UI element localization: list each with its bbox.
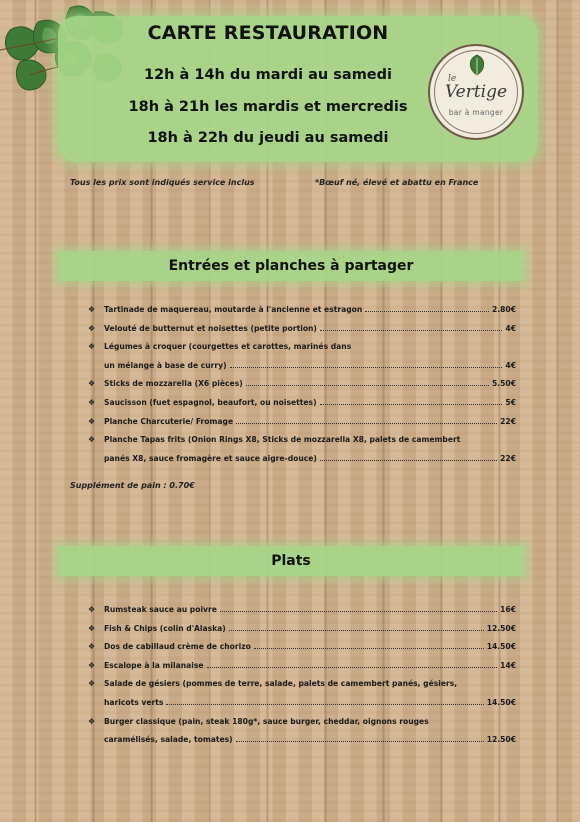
menu-item-name: Planche Charcuterie/ Fromage [104, 416, 234, 426]
menu-item-price: 14.50€ [486, 642, 516, 652]
menu-item-line [104, 454, 516, 463]
menu-item-line [104, 624, 516, 633]
dot-leader [166, 698, 483, 705]
menu-item-price: 4€ [505, 360, 516, 370]
menu-item-name: Fish & Chips (colin d'Alaska) [104, 623, 226, 633]
bullet-icon: ❖ [88, 660, 96, 670]
bullet-icon: ❖ [88, 435, 96, 445]
menu-item-name: panés X8, sauce fromagère et sauce aigre-douce) [104, 453, 317, 463]
menu-item-line [104, 324, 516, 333]
bullet-icon: ❖ [88, 623, 96, 633]
menu-item-price: 5€ [505, 398, 516, 407]
hours-line-1: 12h à 14h du mardi au samedi [144, 67, 392, 83]
menu-item-name: Planche Tapas frits (Onion Rings X8, Sticks de mozzarella X8, palets de camembert [104, 435, 461, 445]
hours-line-3: 18h à 22h du jeudi au samedi [147, 130, 389, 146]
menu-item-line [104, 717, 516, 726]
dot-leader [246, 379, 489, 386]
restaurant-logo [428, 44, 524, 140]
dot-leader [365, 305, 489, 312]
dot-leader [254, 642, 484, 649]
menu-item-line [104, 305, 516, 314]
menu-item-line [104, 735, 516, 744]
logo-subtitle: bar à manger [448, 108, 504, 117]
section-title-mains: Plats [271, 553, 311, 569]
menu-item-line [104, 679, 516, 688]
menu-item-name: Sticks de mozzarella (X6 pièces) [104, 379, 243, 389]
menu-item-price: 5.50€ [491, 379, 516, 389]
bullet-icon: ❖ [88, 323, 96, 333]
menu-item-price: 22€ [500, 453, 516, 463]
menu-item-price: 22€ [500, 416, 516, 426]
menu-item-name: caramélisés, salade, tomates) [104, 735, 233, 745]
menu-item-price: 12.50€ [486, 735, 516, 745]
menu-item-name: Tartinade de maquereau, moutarde à l'ancienne et estragon [104, 305, 363, 314]
dot-leader [230, 361, 503, 368]
menu-item-name: Burger classique (pain, steak 180g*, sauce burger, cheddar, oignons rouges [104, 716, 429, 726]
dot-leader [220, 605, 497, 612]
dot-leader [236, 735, 484, 742]
menu-item-name: Légumes à croquer (courgettes et carottes, marinés dans [104, 342, 352, 352]
menu-item-name: Dos de cabillaud crème de chorizo [104, 642, 251, 652]
beef-origin-note: *Bœuf né, élevé et abattu en France [315, 178, 479, 187]
menu-item-line [104, 661, 516, 670]
menu-item-price: 12.50€ [486, 623, 516, 633]
bullet-icon: ❖ [88, 342, 96, 352]
dot-leader [229, 624, 484, 631]
menu-item-line [104, 398, 516, 407]
menu-item-line [104, 605, 516, 614]
leaf-logo-icon [466, 53, 488, 77]
menu-item-name: Rumsteak sauce au poivre [104, 605, 217, 614]
menu-item-line [104, 379, 516, 388]
dot-leader [320, 454, 497, 461]
section-title-starters: Entrées et planches à partager [168, 258, 414, 274]
menu-item-line [104, 361, 516, 370]
menu-item-line [104, 642, 516, 651]
menu-item-line [104, 435, 516, 444]
menu-item-name: haricots verts [104, 697, 164, 707]
bullet-icon: ❖ [88, 716, 96, 726]
bullet-icon: ❖ [88, 305, 96, 314]
dot-leader [207, 661, 498, 668]
menu-item-price: 14.50€ [486, 697, 516, 707]
page-title: CARTE RESTAURATION [147, 22, 389, 44]
bullet-icon: ❖ [88, 605, 96, 614]
menu-item-line [104, 417, 516, 426]
bullet-icon: ❖ [88, 642, 96, 652]
bread-supplement: Supplément de pain : 0.70€ [70, 481, 195, 490]
menu-item-name: Velouté de butternut et noisettes (petite portion) [104, 323, 317, 333]
logo-small-text: le [448, 74, 457, 84]
logo-name: Vertige [444, 82, 508, 102]
bullet-icon: ❖ [88, 416, 96, 426]
menu-item-name: Saucisson (fuet espagnol, beaufort, ou noisettes) [104, 398, 317, 407]
menu-item-name: un mélange à base de curry) [104, 360, 227, 370]
dot-leader [320, 398, 503, 405]
hours-line-2: 18h à 21h les mardis et mercredis [128, 99, 408, 115]
menu-item-price: 4€ [505, 323, 516, 333]
bullet-icon: ❖ [88, 679, 96, 689]
menu-item-price: 2.80€ [491, 305, 516, 314]
menu-item-line [104, 698, 516, 707]
service-note: Tous les prix sont indiqués service inclus [70, 178, 255, 187]
menu-item-name: Salade de gésiers (pommes de terre, salade, palets de camembert panés, gésiers, [104, 679, 458, 689]
bullet-icon: ❖ [88, 379, 96, 389]
bullet-icon: ❖ [88, 398, 96, 407]
dot-leader [236, 417, 497, 424]
menu-item-price: 14€ [500, 660, 516, 670]
menu-item-line [104, 342, 516, 351]
dot-leader [320, 324, 503, 331]
menu-item-price: 16€ [500, 605, 516, 614]
menu-item-name: Escalope à la milanaise [104, 660, 204, 670]
